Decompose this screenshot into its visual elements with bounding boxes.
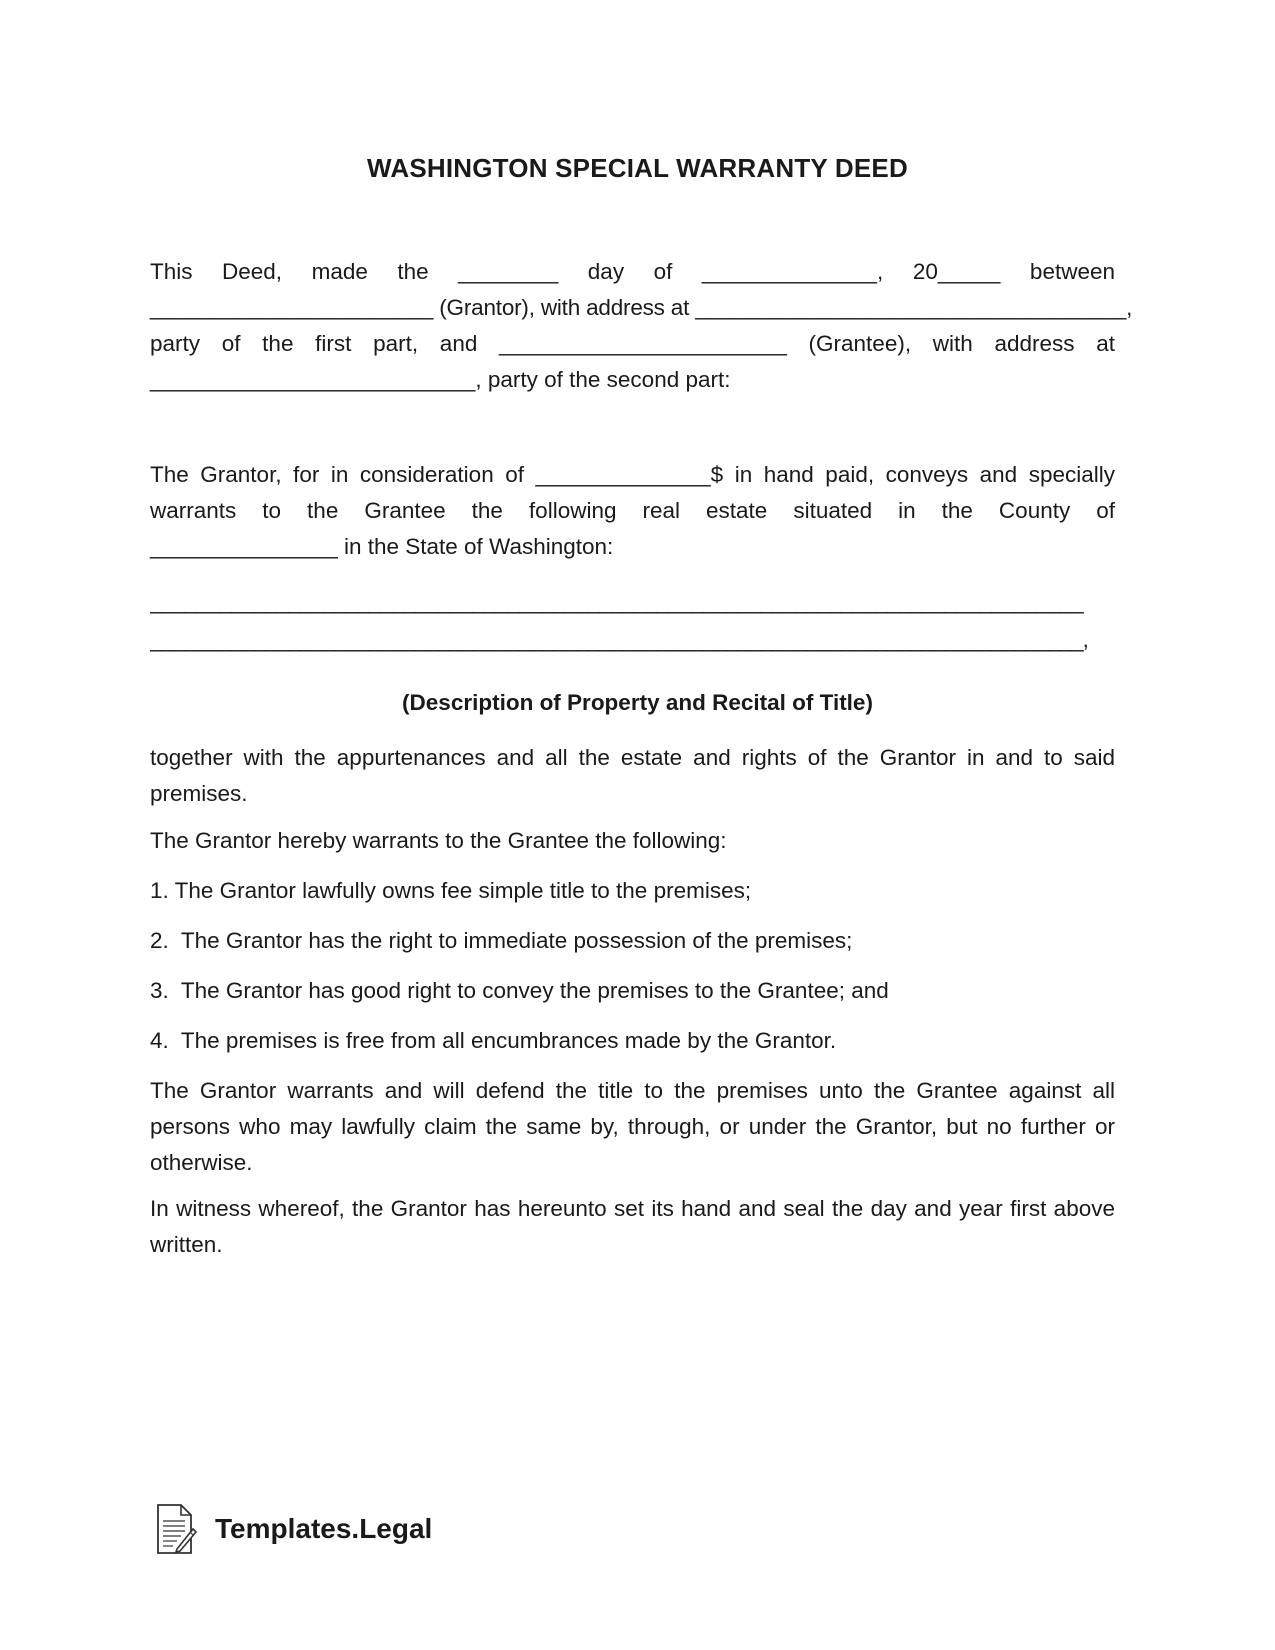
warranty-item: 2. The Grantor has the right to immediate possession of the premises; [150,928,853,953]
warranty-item: 3. The Grantor has good right to convey the premises to the Grantee; and [150,978,889,1003]
warranty-item: 1. The Grantor lawfully owns fee simple title to the premises; [150,878,752,903]
consideration-line: The Grantor, for in consideration of ______________$ in hand paid, conveys and specially [150,462,1115,487]
document-pen-icon [155,1503,197,1555]
consideration-line: _______________ in the State of Washington: [150,534,614,559]
description-blank-line: _________________________________________________________________________________ [150,589,1083,614]
warranty-item: 4. The premises is free from all encumbrances made by the Grantor. [150,1028,837,1053]
intro-paragraph [150,254,1133,398]
intro-line: This Deed, made the ________ day of ______________, 20_____ between [150,259,1115,284]
brand-name: Templates.Legal [215,1513,433,1544]
property-description-blanks [150,583,1115,659]
document-title: WASHINGTON SPECIAL WARRANTY DEED [367,153,908,183]
consideration-line: warrants to the Grantee the following real estate situated in the County of [150,498,1115,523]
description-heading: (Description of Property and Recital of Title) [402,690,873,715]
consideration-paragraph [150,457,1115,565]
intro-line: __________________________, party of the second part: [150,367,731,392]
appurtenances-paragraph: together with the appurtenances and all the estate and rights of the Grantor in and to said premises. [150,745,1115,806]
witness-paragraph: In witness whereof, the Grantor has hereunto set its hand and seal the day and year first above written. [150,1196,1115,1257]
brand-logo [155,1503,432,1555]
intro-line: _______________________ (Grantor), with address at ___________________________________, [150,295,1133,320]
warrants-intro: The Grantor hereby warrants to the Grantee the following: [150,828,727,853]
defend-paragraph: The Grantor warrants and will defend the title to the premises unto the Grantee against all persons who may lawfully claim the same by, through, or under the Grantor, but no further or otherwise. [150,1078,1115,1175]
description-blank-line: _________________________________________________________________________________, [150,627,1088,652]
intro-line: party of the first part, and _______________________ (Grantee), with address at [150,331,1115,356]
